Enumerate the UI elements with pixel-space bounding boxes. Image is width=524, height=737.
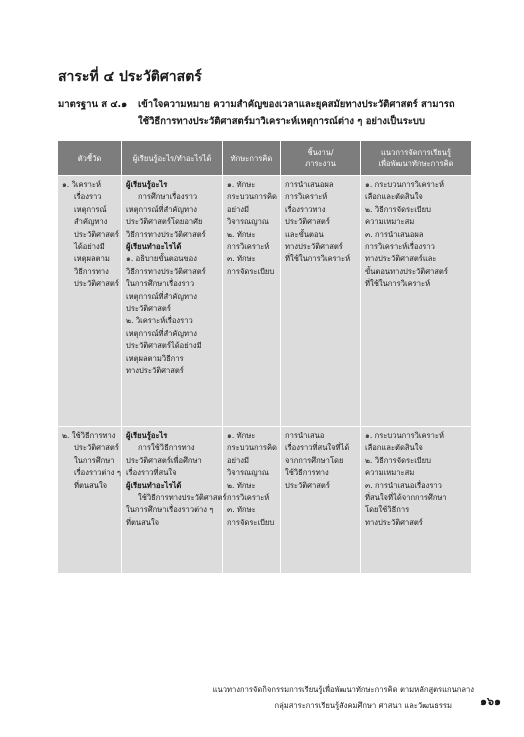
- cell-text: กระบวนการคิด: [227, 192, 277, 202]
- table-row: [58, 176, 472, 427]
- cell-text: เหตุผลตามวิธีการ: [126, 353, 184, 363]
- cell-approach: [361, 427, 472, 574]
- cell-text: ประวัติศาสตร์: [126, 304, 171, 314]
- standard-code: มาตรฐาน ส ๔.๑: [58, 99, 128, 110]
- header-indicator: [58, 141, 122, 176]
- cell-text: การใช้วิธีการทาง: [138, 443, 195, 453]
- curriculum-table: [57, 140, 472, 574]
- cell-text: ที่ตนสนใจ: [126, 517, 160, 527]
- header-text: ชิ้นงาน/: [307, 148, 334, 157]
- cell-text: การวิเคราะห์: [285, 192, 328, 202]
- cell-text: ๓. ทักษะ: [227, 505, 256, 515]
- table-row: [58, 427, 472, 574]
- cell-text: ทางประวัติศาสตร์และ: [365, 254, 437, 264]
- cell-text: ประวัติศาสตร์: [74, 279, 119, 289]
- cell-text: สำคัญทาง: [74, 217, 108, 227]
- section-heading: สาระที่ ๔ ประวัติศาสตร์: [58, 69, 202, 85]
- cell-text: ผู้เรียนทำอะไรได้: [126, 480, 182, 490]
- cell-learn: [122, 176, 223, 427]
- cell-text: วิจารณญาณ: [227, 468, 269, 478]
- cell-text: ๒. วิธีการจัดระเบียบ: [365, 204, 431, 214]
- cell-text: ๑. ทักษะ: [227, 431, 256, 440]
- cell-text: ที่ตนสนใจ: [74, 480, 108, 490]
- cell-text: ๑. กระบวนการวิเคราะห์: [365, 431, 444, 440]
- cell-text: การจัดระเบียบ: [227, 266, 275, 276]
- cell-text: ประวัติศาสตร์โดยอาศัย: [126, 217, 203, 227]
- cell-learn: [122, 427, 227, 574]
- cell-text: ทางประวัติศาสตร์: [126, 366, 184, 376]
- cell-text: ประวัติศาสตร์: [74, 443, 119, 453]
- table-header-row: [58, 141, 472, 176]
- cell-text: ประวัติศาสตร์: [285, 217, 330, 227]
- cell-indicator: [58, 427, 122, 574]
- cell-text: ๒. ใช้วิธีการทาง: [62, 431, 116, 440]
- cell-text: การวิเคราะห์: [227, 493, 270, 503]
- cell-text: เรื่องราวต่าง ๆ: [74, 468, 121, 478]
- cell-text: ๓. ทักษะ: [227, 254, 256, 264]
- cell-indicator: [58, 176, 122, 427]
- cell-text: เหตุการณ์: [74, 204, 107, 214]
- learning-standard: [58, 96, 468, 130]
- cell-text: ความเหมาะสม: [365, 468, 415, 478]
- cell-text: ๑. ทักษะ: [227, 180, 256, 189]
- cell-text: ประวัติศาสตร์: [74, 229, 119, 239]
- cell-text: จากการศึกษาโดย: [285, 455, 344, 465]
- cell-text: เรื่องราวทาง: [285, 204, 326, 214]
- cell-text: กระบวนการคิด: [227, 443, 277, 453]
- cell-text: ใช้วิธีการทาง: [285, 468, 329, 478]
- cell-work: [281, 176, 361, 427]
- cell-text: ที่ใช้ในการวิเคราะห์: [365, 279, 431, 289]
- cell-text: เลือกและตัดสินใจ: [365, 443, 423, 453]
- header-work: [281, 141, 361, 176]
- footer-title: แนวทางการจัดกิจกรรมการเรียนรู้เพื่อพัฒนาทักษะการคิด ตามหลักสูตรแกนกลาง: [212, 685, 474, 694]
- cell-text: ผู้เรียนทำอะไรได้: [126, 242, 182, 252]
- cell-text: ๑. อธิบายขั้นตอนของ: [126, 254, 197, 264]
- header-text: ภาระงาน: [305, 159, 336, 168]
- cell-text: ประวัติศาสตร์ได้อย่างมี: [126, 341, 202, 351]
- cell-text: การวิเคราะห์: [227, 242, 270, 252]
- header-skills: [223, 141, 281, 176]
- standard-text-line1: เข้าใจความหมาย ความสำคัญของเวลาและยุคสมัยทางประวัติศาสตร์ สามารถ: [138, 99, 455, 110]
- cell-text: ประวัติศาสตร์เพื่อศึกษา: [126, 455, 202, 465]
- cell-text: ทางประวัติศาสตร์: [285, 242, 343, 252]
- cell-text: วิธีการทางประวัติศาสตร์: [126, 266, 206, 276]
- cell-text: ๑. กระบวนการวิเคราะห์: [365, 180, 444, 189]
- cell-text: อย่างมี: [227, 455, 249, 465]
- cell-text: ใช้วิธีการทางประวัติศาสตร์: [138, 493, 227, 503]
- cell-text: เรื่องราวที่สนใจ: [126, 468, 177, 478]
- cell-text: ในการศึกษาเรื่องราวต่าง ๆ: [126, 505, 214, 515]
- cell-text: ๑. วิเคราะห์: [62, 180, 102, 189]
- cell-text: การนำเสนอผล: [285, 180, 334, 189]
- cell-text: และขั้นตอน: [285, 229, 324, 239]
- header-text: แนวการจัดการเรียนรู้: [380, 148, 451, 157]
- cell-skills: [223, 176, 281, 427]
- cell-work: [281, 427, 361, 574]
- cell-text: ๒. ทักษะ: [227, 480, 256, 490]
- page-number: ๑๖๑: [480, 695, 501, 708]
- cell-text: วิธีการทางประวัติศาสตร์: [126, 229, 206, 239]
- cell-text: ในการศึกษาเรื่องราว: [126, 279, 195, 289]
- cell-text: ทางประวัติศาสตร์: [365, 517, 423, 527]
- cell-approach: [361, 176, 472, 427]
- header-text: ตัวชี้วัด: [77, 153, 102, 163]
- cell-text: ๓. การนำเสนอผล: [365, 229, 424, 239]
- cell-text: ที่ใช้ในการวิเคราะห์: [285, 254, 351, 264]
- cell-text: เรื่องราว: [74, 192, 102, 202]
- cell-text: การศึกษาเรื่องราว: [138, 192, 198, 202]
- cell-text: ขั้นตอนทางประวัติศาสตร์: [365, 266, 448, 276]
- cell-text: ผู้เรียนรู้อะไร: [126, 431, 168, 440]
- cell-text: ๒. ทักษะ: [227, 229, 256, 239]
- cell-text: เรื่องราวที่สนใจที่ได้: [285, 443, 350, 453]
- cell-text: การนำเสนอ: [285, 431, 325, 440]
- standard-text-line2: ใช้วิธีการทางประวัติศาสตร์มาวิเคราะห์เหตุการณ์ต่าง ๆ อย่างเป็นระบบ: [138, 116, 425, 127]
- cell-text: เหตุการณ์ที่สำคัญทาง: [126, 204, 197, 214]
- cell-text: เหตุการณ์ที่สำคัญทาง: [126, 328, 197, 338]
- cell-text: ประวัติศาสตร์: [285, 480, 330, 490]
- cell-text: เหตุการณ์ที่สำคัญทาง: [126, 291, 197, 301]
- cell-text: การวิเคราะห์เรื่องราว: [365, 242, 435, 252]
- footer-subtitle: กลุ่มสาระการเรียนรู้สังคมศึกษา ศาสนา และวัฒนธรรม: [274, 701, 452, 710]
- cell-text: ผู้เรียนรู้อะไร: [126, 180, 168, 189]
- header-text: ผู้เรียนรู้อะไร/ทำอะไรได้: [132, 153, 212, 163]
- cell-text: วิจารณญาณ: [227, 217, 269, 227]
- cell-text: การจัดระเบียบ: [227, 517, 275, 527]
- cell-text: ในการศึกษา: [74, 455, 115, 465]
- cell-text: ที่สนใจที่ได้จากการศึกษา: [365, 493, 447, 503]
- header-learn: [122, 141, 223, 176]
- cell-text: ได้อย่างมี: [74, 242, 105, 252]
- cell-text: เลือกและตัดสินใจ: [365, 192, 423, 202]
- cell-text: เหตุผลตาม: [74, 254, 110, 264]
- cell-text: ๒. วิธีการจัดระเบียบ: [365, 455, 431, 465]
- cell-text: ความเหมาะสม: [365, 217, 415, 227]
- header-approach: [361, 141, 472, 176]
- cell-text: อย่างมี: [227, 204, 249, 214]
- header-text: เพื่อพัฒนาทักษะการคิด: [378, 159, 454, 168]
- header-text: ทักษะการคิด: [230, 153, 273, 163]
- cell-text: ๓. การนำเสนอเรื่องราว: [365, 480, 442, 490]
- cell-skills: [223, 427, 281, 574]
- cell-text: ๒. วิเคราะห์เรื่องราว: [126, 316, 193, 326]
- cell-text: วิธีการทาง: [74, 266, 109, 276]
- cell-text: โดยใช้วิธีการ: [365, 505, 410, 515]
